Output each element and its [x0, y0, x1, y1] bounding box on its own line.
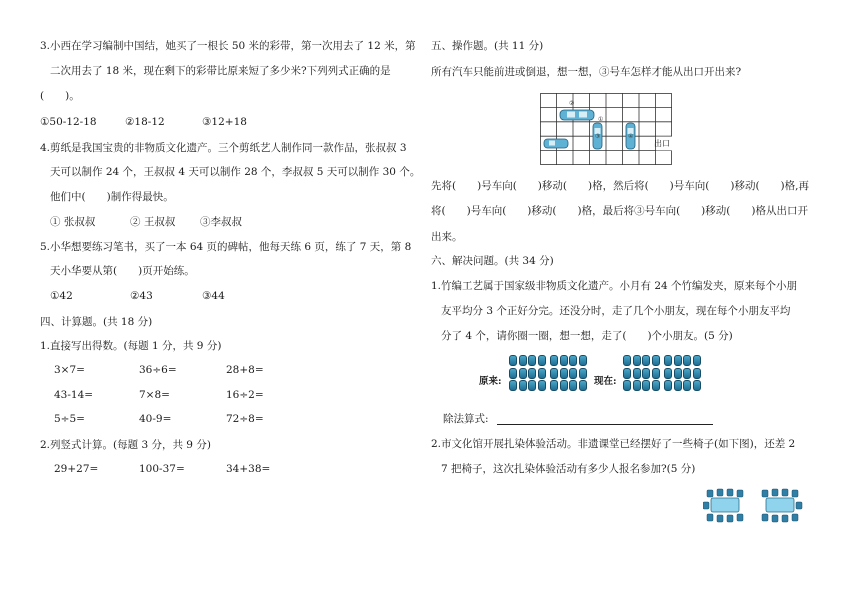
- hairclip-icon: [683, 355, 691, 366]
- calc-item: 36÷6=: [139, 364, 177, 376]
- fill-line-1: 先将( )号车向( )移动( )格，然后将( )号车向( )移动( )格,再: [431, 180, 809, 192]
- p1-line1: 1.竹编工艺属于国家级非物质文化遗产。小月有 24 个竹编发夹，原来每个小朋: [431, 280, 798, 292]
- q4-line2: 天可以制作 24 个，王叔叔 4 天可以制作 28 个，李叔叔 5 天可以制作 30 个。: [50, 166, 421, 178]
- car-label: ④: [628, 133, 634, 140]
- q5-option-1: ①42: [50, 290, 73, 302]
- hairclip-icon: [674, 368, 682, 379]
- hairclip-icon: [528, 355, 536, 366]
- car-icon: [560, 110, 594, 120]
- hairclip-icon: [642, 355, 650, 366]
- hairclip-icon: [519, 368, 527, 379]
- hairclip-icon: [642, 380, 650, 391]
- hairclip-icon: [569, 368, 577, 379]
- hairclip-icon: [560, 380, 568, 391]
- hairclip-icon: [538, 380, 546, 391]
- hairclip-icon: [538, 355, 546, 366]
- calc-item: 40-9=: [139, 413, 172, 425]
- hairclip-icon: [623, 368, 631, 379]
- hairclip-icon: [642, 368, 650, 379]
- hairclip-icon: [664, 368, 672, 379]
- hairclip-icon: [569, 380, 577, 391]
- p1-line3: 分了 4 个，请你圈一圈，想一想，走了( )个小朋友。(5 分): [441, 330, 733, 342]
- hairclip-icon: [528, 380, 536, 391]
- hairclip-icon: [652, 380, 660, 391]
- hairclip-icon: [664, 380, 672, 391]
- hairclip-icon: [693, 380, 701, 391]
- calc1-title: 1.直接写出得数。(每题 1 分，共 9 分): [40, 340, 222, 352]
- calc-item: 7×8=: [139, 389, 170, 401]
- hairclip-icon: [633, 380, 641, 391]
- hairclip-icon: [674, 380, 682, 391]
- q4-option-3: ③李叔叔: [200, 216, 242, 228]
- q3-option-1: ①50-12-18: [40, 116, 97, 128]
- hairclip-icon: [509, 355, 517, 366]
- q5-option-3: ③44: [202, 290, 225, 302]
- vertical-calc-item: 34+38=: [226, 463, 271, 475]
- hairclip-icon: [633, 355, 641, 366]
- hairclip-icon: [538, 368, 546, 379]
- vertical-calc-item: 29+27=: [54, 463, 99, 475]
- hairclip-icon: [623, 355, 631, 366]
- q4-option-2: ② 王叔叔: [130, 216, 176, 228]
- section-4-title: 四、计算题。(共 18 分): [40, 316, 153, 328]
- calc-item: 3×7=: [54, 364, 85, 376]
- division-label: 除法算式:: [443, 413, 489, 425]
- hairclip-icon: [693, 355, 701, 366]
- car-icon: [544, 139, 568, 148]
- hairclip-icon: [683, 368, 691, 379]
- hairclip-icon: [633, 368, 641, 379]
- section-5-title: 五、操作题。(共 11 分): [431, 40, 544, 52]
- q5-line2: 天小华要从第( )页开始练。: [50, 265, 195, 277]
- hairclip-icon: [579, 355, 587, 366]
- p2-line2: 7 把椅子，这次扎染体验活动有多少人报名参加?(5 分): [441, 463, 696, 475]
- calc-item: 16÷2=: [226, 389, 264, 401]
- q3-line1: 3.小西在学习编制中国结，她买了一根长 50 米的彩带，第一次用去了 12 米，第: [40, 40, 416, 52]
- q3-option-3: ③12+18: [202, 116, 247, 128]
- parking-grid: [540, 93, 672, 165]
- fill-line-3: 出来。: [431, 231, 463, 243]
- hairclip-icon: [509, 380, 517, 391]
- hairclip-icon: [579, 380, 587, 391]
- hairclip-icon: [560, 368, 568, 379]
- q4-line3: 他们中( )制作得最快。: [50, 191, 174, 203]
- calc-item: 72÷8=: [226, 413, 264, 425]
- table-chairs-svg: [703, 486, 803, 526]
- q4-option-1: ① 张叔叔: [50, 216, 96, 228]
- hairclip-icon: [693, 368, 701, 379]
- q5-option-2: ②43: [130, 290, 153, 302]
- hairclip-icon: [519, 355, 527, 366]
- hairclip-icon: [528, 368, 536, 379]
- car-label: ①: [598, 116, 604, 123]
- before-label: 原来:: [479, 376, 502, 387]
- hairclip-icon: [579, 368, 587, 379]
- hairclip-icon: [550, 355, 558, 366]
- hairclip-icon: [652, 368, 660, 379]
- hairclip-icon: [519, 380, 527, 391]
- hairclip-icon: [674, 355, 682, 366]
- fill-line-2: 将( )号车向( )移动( )格，最后将③号车向( )移动( )格从出口开: [431, 205, 808, 217]
- hairclip-icon: [623, 380, 631, 391]
- q3-line2: 二次用去了 18 米，现在剩下的彩带比原来短了多少米?下列列式正确的是: [50, 65, 391, 77]
- q3-option-2: ②18-12: [125, 116, 165, 128]
- operation-question: 所有汽车只能前进或倒退，想一想，③号车怎样才能从出口开出来?: [431, 66, 742, 78]
- after-label: 现在:: [594, 376, 617, 387]
- section-6-title: 六、解决问题。(共 34 分): [431, 255, 554, 267]
- calc2-title: 2.列竖式计算。(每题 3 分，共 9 分): [40, 439, 211, 451]
- hairclip-icon: [664, 355, 672, 366]
- hairclip-icon: [550, 368, 558, 379]
- p1-line2: 友平均分 3 个正好分完。还没分时，走了几个小朋友，现在每个小朋友平均: [441, 305, 791, 317]
- calc-item: 28+8=: [226, 364, 264, 376]
- parking-grid-svg: [540, 93, 672, 165]
- hairclip-icon: [560, 355, 568, 366]
- answer-blank-line[interactable]: [497, 424, 713, 425]
- q4-line1: 4.剪纸是我国宝贵的非物质文化遗产。三个剪纸艺人制作同一款作品，张叔叔 3: [40, 142, 407, 154]
- hairclip-icon: [652, 355, 660, 366]
- vertical-calc-item: 100-37=: [139, 463, 185, 475]
- q3-line3: ( )。: [40, 90, 80, 102]
- car-label: ②: [569, 100, 575, 107]
- table-chairs-image: [703, 486, 803, 529]
- hairclip-icon: [683, 380, 691, 391]
- calc-item: 43-14=: [54, 389, 94, 401]
- exit-label: 出口: [654, 139, 670, 148]
- p2-line1: 2.市文化馆开展扎染体验活动。非遗课堂已经摆好了一些椅子(如下图)，还差 2: [431, 438, 796, 450]
- car-label: ③: [595, 133, 601, 140]
- hairclip-icon: [569, 355, 577, 366]
- q5-line1: 5.小华想要练习笔书，买了一本 64 页的碑帖，他每天练 6 页，练了 7 天，第 8: [40, 241, 412, 253]
- hairclip-icon: [509, 368, 517, 379]
- hairclip-icon: [550, 380, 558, 391]
- calc-item: 5÷5=: [54, 413, 85, 425]
